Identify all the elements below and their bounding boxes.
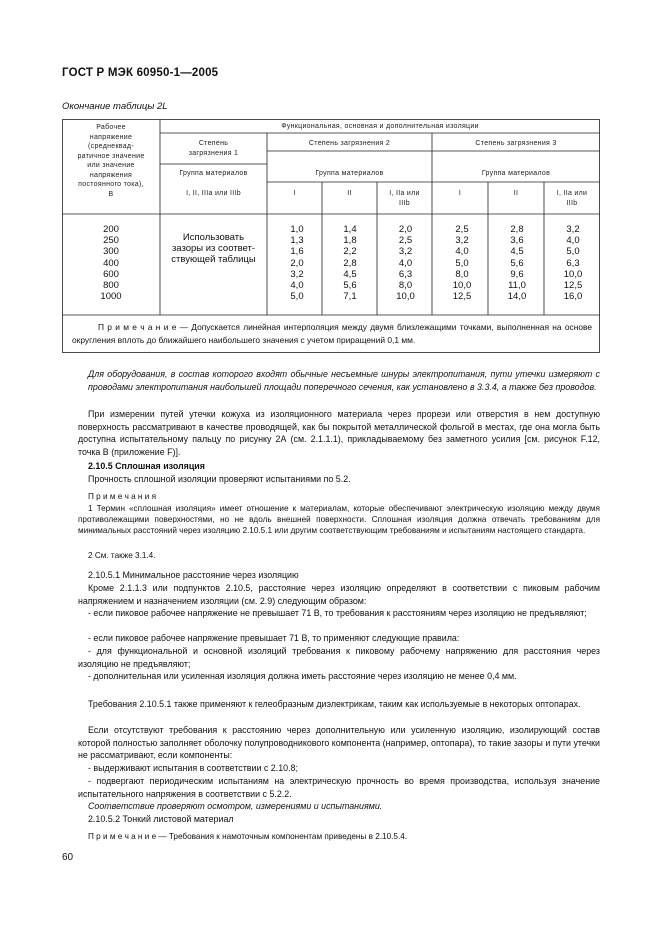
table-cell: 400 [103,257,119,269]
deg3-group-iii-line: I, IIa или [556,190,588,197]
table-cell: 12,5 [452,291,472,303]
table-cell: 2,8 [343,257,357,269]
voltage-header-line: ратичное значение [77,152,145,160]
table-cell: 1,8 [343,235,357,247]
table-note-text: — Допускается линейная интерполяция между двумя близлежащими точками, выполненная на основе округления вплоть до ближайшего наибольшего значения с учетом приращений 0,1 мм. [72,322,592,345]
deg3-group-ii: II [513,190,519,197]
paragraph-power-cords: Для оборудования, в состав которого входят обычные несъемные шнуры электропитания, пути утечки измеряют с проводами электропитания наибольшей площади поперечного сечения, как установлено в 3.3.4, а также без проводов. [88,369,600,392]
deg3-group-iii [544,189,600,208]
deg2-g1-column [272,224,322,302]
note-1: 1 Термин «сплошная изоляция» имеет отношение к материалам, которые обеспечивают электрическую изоляцию между двумя противолежащими поверхностями, но не вдоль внешней поверхности. Сплошная изоляция должна отвечать требованиям для минимальных расстояний через изоляцию 2.10.5.1 или другим соответствующим требованиям и испытаниям настоящего стандарта. [78,504,600,536]
voltage-header [62,123,160,199]
table-cell: 6,3 [398,268,413,280]
note-windings [88,831,600,842]
table-cell: Использовать [182,232,245,243]
paragraph-withstand: - выдерживают испытания в соответствии с 2.10.8; [88,763,298,773]
paragraph-gel-dielectrics: Требования 2.10.5.1 также применяют к гелеобразным диэлектрикам, таким как используемые в некоторых оптопарах. [88,699,581,709]
table-cell: 4,0 [290,280,304,292]
table-cell: 1,4 [343,224,357,235]
table-cell: 10,0 [396,291,415,303]
voltage-header-line: напряжение [89,133,133,141]
paragraph-periodic-tests: - подвергают периодическим испытаниям на электрическую прочность во время производства, используя значение испытательного напряжения в соответствии с 5.2.2. [78,776,600,799]
table-cell: 250 [103,235,119,247]
table-cell: 10,0 [452,280,472,292]
table-cell: 800 [103,280,119,292]
note-windings-text: — Требования к намоточным компонентам приведены в 2.10.5.4. [156,832,408,841]
page-number: 60 [62,852,74,863]
paragraph-semiconductor: Если отсутствуют требования к расстоянию через дополнительную или усиленную изоляцию, изолирующий состав которой полностью заполняет оболочку полупроводникового компонента (например, оптопара), то такие зазоры и пути утечки не рассматривают, если компоненты: [78,725,600,761]
table-cell: 2,5 [398,235,413,247]
paragraph-distance-rule: Кроме 2.1.1.3 или подпунктов 2.10.5, расстояние через изоляцию определяют в соответствии с пиковым рабочим напряжением и назначением изоляции (см. 2.9) следующим образом: [78,583,600,606]
table-cell: 4,5 [510,246,524,258]
table-cell: зазоры из соответ- [171,243,256,255]
table-cell: 1,0 [290,224,304,235]
table-cell: 5,6 [510,257,524,269]
deg2-group-i: I [293,190,296,197]
voltage-header-line: (среднеквад- [88,143,134,150]
table-cell: 4,0 [455,246,469,258]
table-cell: 5,0 [290,291,304,303]
table-cell: 2,8 [510,224,524,235]
voltage-header-line: постоянного тока), [78,181,144,188]
document-header: ГОСТ Р МЭК 60950-1—2005 [62,67,219,79]
deg2-group-ii: II [347,190,352,197]
material1-header: I, II, IIIa или IIIb [186,190,241,197]
table-cell: 16,0 [563,291,583,303]
deg3-g1-column [436,224,488,302]
degree1-line: Степень [198,140,229,147]
table-cell: 3,2 [455,235,469,247]
degree1-header [160,139,267,158]
voltage-header-line: Рабочее [96,124,126,131]
notes-label: П р и м е ч а н и я [88,492,157,501]
table-cell: 9,6 [510,268,524,280]
deg3-g2-column [490,224,544,302]
table-cell: 12,5 [563,280,583,292]
deg2-group-iii-line: I, IIa или [389,190,420,197]
paragraph-solid-strength: Прочность сплошной изоляции проверяют испытаниями по 5.2. [88,474,351,484]
table-cell: 200 [103,224,119,235]
table-caption: Окончание таблицы 2L [62,101,168,112]
table-cell: 5,0 [455,257,469,269]
table-cell: 6,3 [566,257,580,269]
table-cell: 10,0 [563,268,583,280]
paragraph-71v-below: - если пиковое рабочее напряжение не превышает 71 В, то требования к расстояниям через изоляцию не предъявляют; [88,608,587,618]
table-cell: 4,0 [398,257,413,269]
table-cell: 14,0 [507,291,527,303]
deg3-group-iii-line: IIIb [566,199,578,207]
paragraph-supplementary: - дополнительная или усиленная изоляция должна иметь расстояние через изоляцию не менее 0,4 мм. [88,671,517,681]
voltage-column [62,224,160,302]
table-cell: 2,0 [290,257,304,269]
table-cell: 4,5 [343,268,357,280]
table-cell: 2,0 [398,224,413,235]
deg3-g3-column [546,224,600,302]
table-cell: 300 [103,246,119,258]
table-cell: 8,0 [455,268,469,280]
table-cell: 3,2 [566,224,580,235]
table-cell: 7,1 [343,291,357,303]
heading-2-10-5: 2.10.5 Сплошная изоляция [88,461,205,471]
paragraph-enclosure: При измерении путей утечки кожуха из изоляционного материала через прорези или отверстия в нем доступную поверхность рассматривают в качестве проводящей, как бы покрытой металлической фольгой в местах, где она могла быть доступна испытательному пальцу по рисунку 2А (см. 2.1.1.1), прикладываемому без заметного усилия [см. рисунок F.12, точка В (приложение F)]. [78,409,600,457]
paragraph-compliance: Соответствие проверяют осмотром, измерениями и испытаниями. [88,801,383,811]
table-cell: ствующей таблицы [171,254,256,266]
table-cell: 2,2 [343,246,357,258]
table-cell: 600 [103,268,119,280]
creepage-table [62,119,600,353]
heading-2-10-5-2: 2.10.5.2 Тонкий листовой материал [88,814,234,824]
group3-header: Группа материалов [481,170,551,177]
table-cell: 5,6 [343,280,357,292]
table-cell: 1,6 [290,246,304,258]
use-clearances-cell [160,232,267,266]
deg2-group-iii-line: IIIb [399,199,410,207]
table-cell: 11,0 [508,280,526,292]
table-cell: 4,0 [566,235,580,247]
note-2: 2 См. также 3.1.4. [88,551,156,560]
degree3-header: Степень загрязнения 3 [475,140,557,147]
voltage-header-line: или значение [87,162,135,169]
heading-2-10-5-1: 2.10.5.1 Минимальное расстояние через изоляцию [88,570,299,580]
degree1-line: загрязнения 1 [188,149,239,157]
deg2-g3-column [379,224,432,302]
insulation-header: Функциональная, основная и дополнительная изоляции [281,123,479,130]
deg3-group-i: I [458,190,462,197]
table-cell: 3,2 [290,268,304,280]
deg2-g2-column [324,224,376,302]
table-cell: 5,0 [566,246,580,258]
table-note [72,321,592,347]
table-note-label: П р и м е ч а н и е [98,322,177,332]
voltage-header-line: В [108,190,114,198]
table-cell: 2,5 [455,224,469,235]
table-cell: 1000 [100,291,122,303]
table-cell: 3,2 [398,246,413,258]
table-cell: 1,3 [290,235,304,247]
paragraph-functional-basic: - для функциональной и основной изоляций требования к пиковому рабочему напряжению для расстояния через изоляцию не предъявляют; [78,646,600,669]
group1-header: Группа материалов [179,170,248,177]
voltage-header-line: напряжения [89,171,133,179]
table-cell: 8,0 [398,280,413,292]
deg2-group-iii [377,189,432,208]
degree2-header: Степень загрязнения 2 [308,140,391,147]
group2-header: Группа материалов [315,170,384,177]
note-windings-label: П р и м е ч а н и е [88,832,157,841]
paragraph-71v-above: - если пиковое рабочее напряжение превышает 71 В, то применяют следующие правила: [88,633,460,643]
table-cell: 3,6 [510,235,524,247]
